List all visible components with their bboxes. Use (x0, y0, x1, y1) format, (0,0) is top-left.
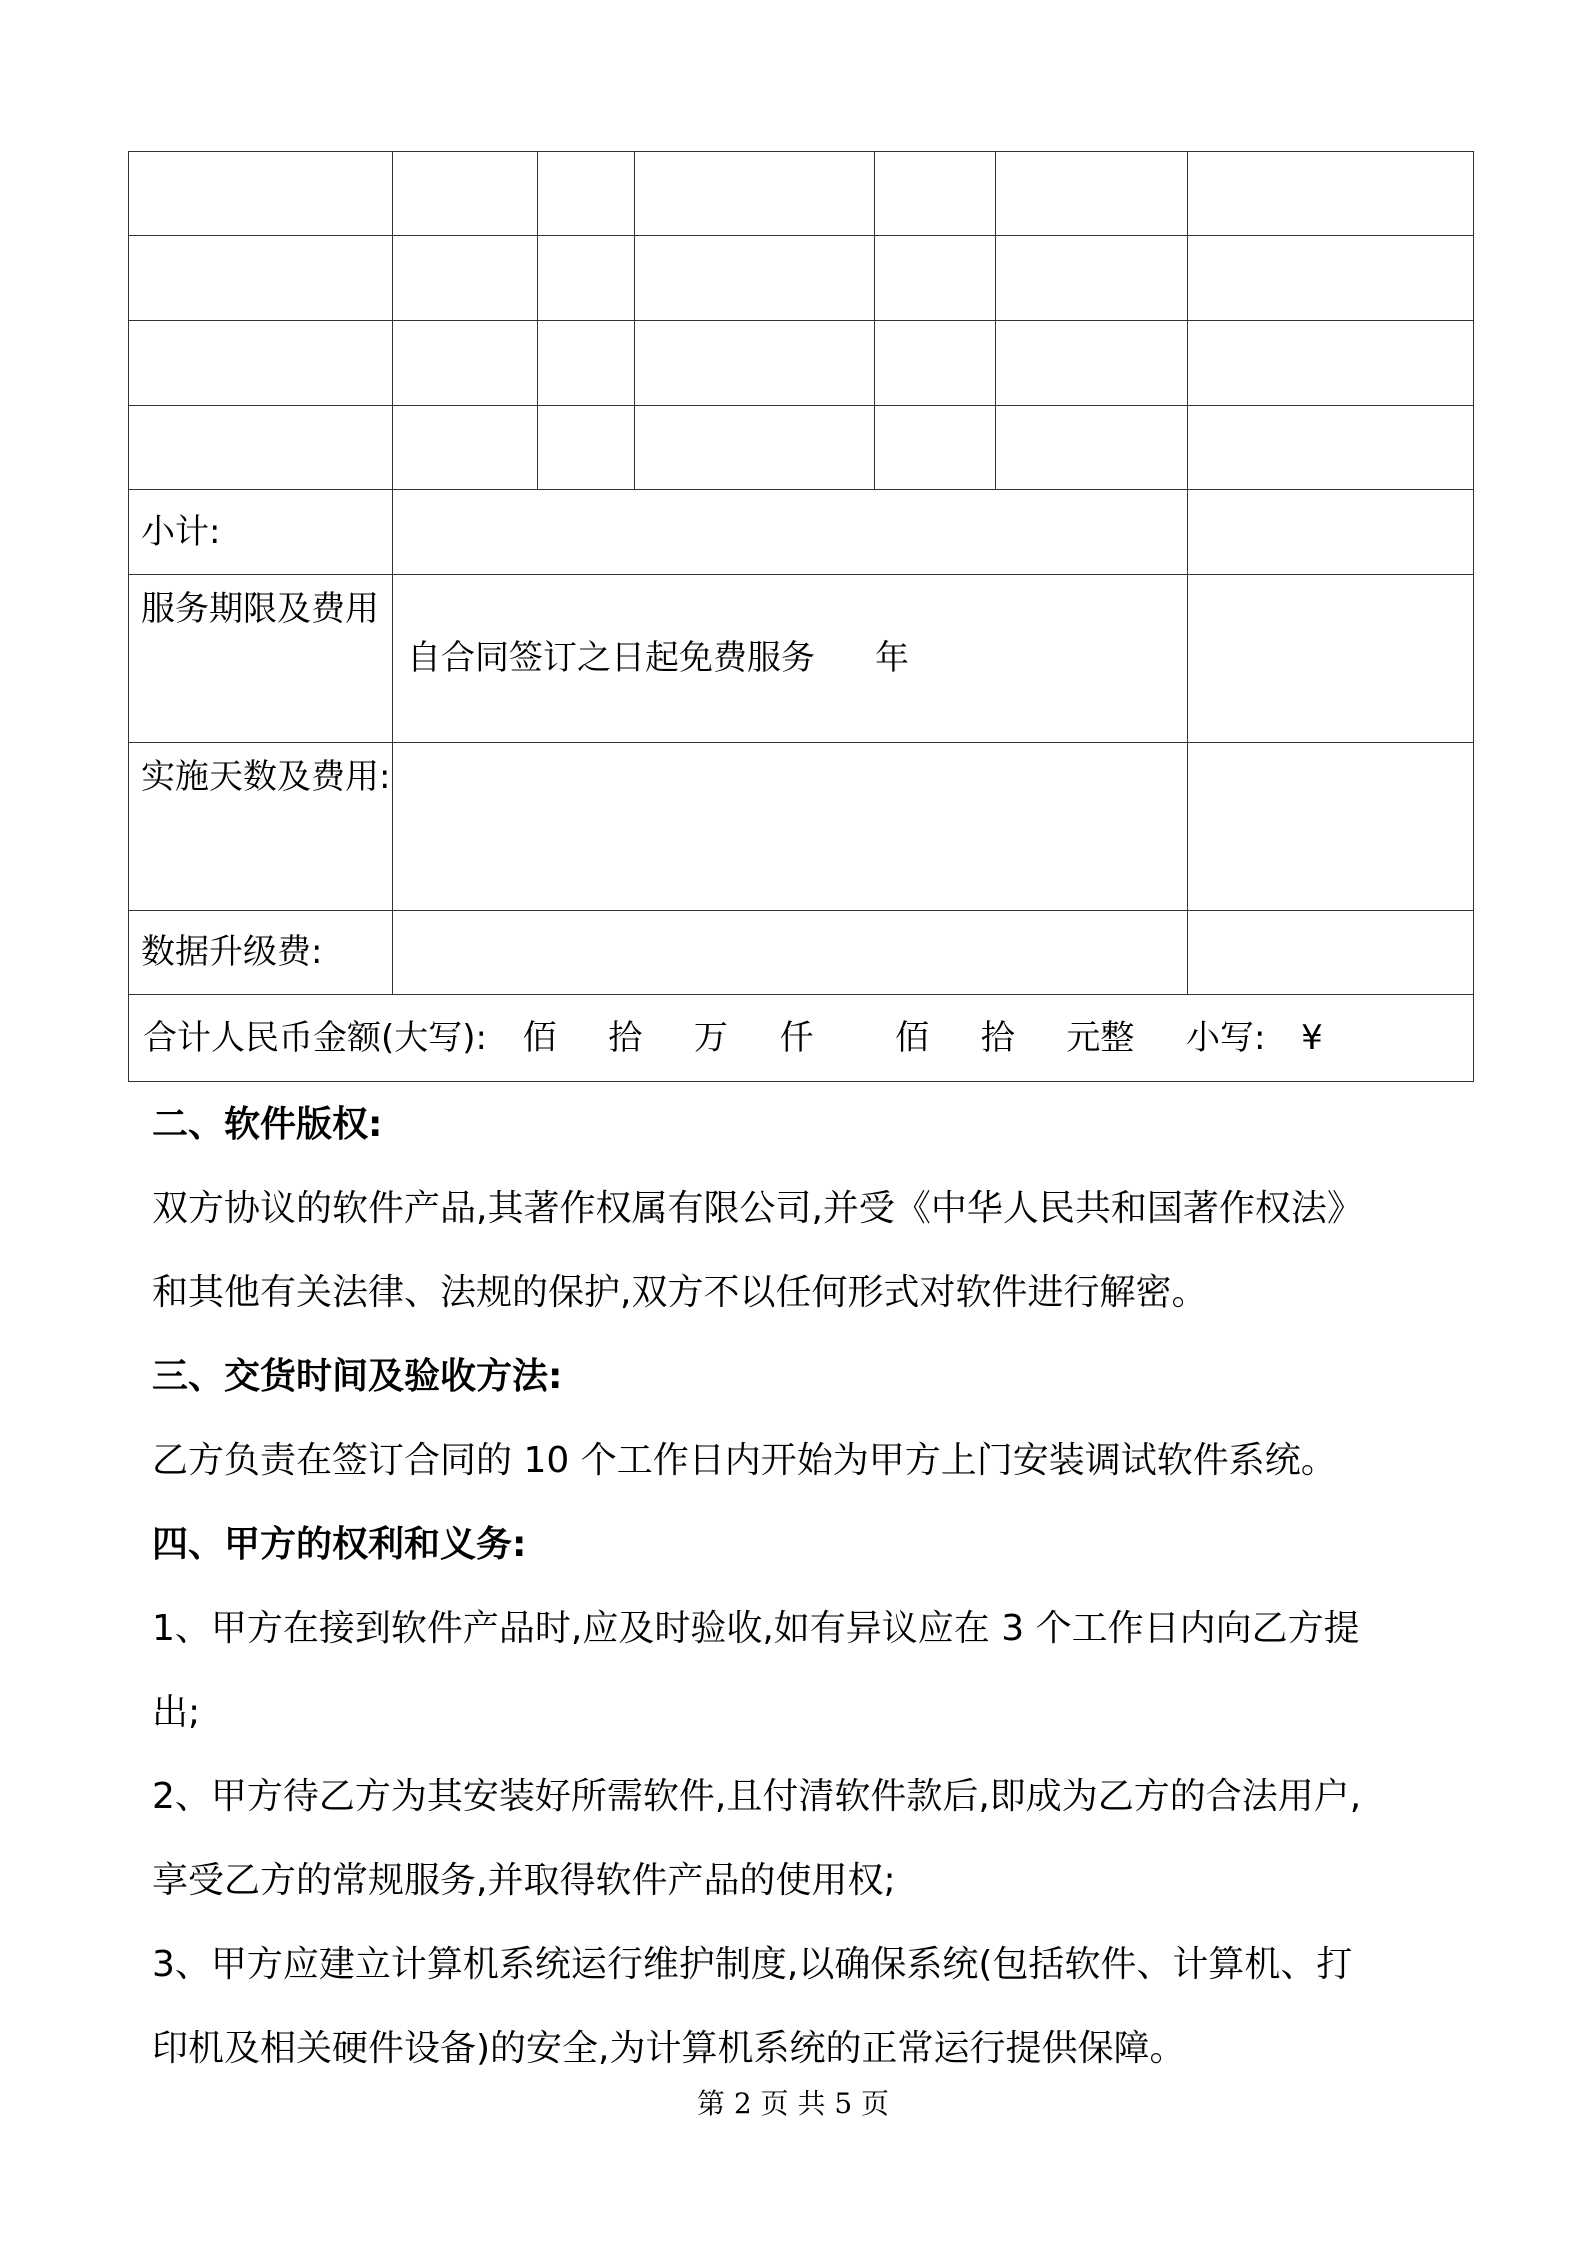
service-row (129, 575, 1474, 743)
implementation-row (129, 743, 1474, 911)
subtotal-value (393, 490, 1188, 575)
implementation-label: 实施天数及费用: (129, 743, 393, 911)
section-4-item-2-line-2: 享受乙方的常规服务,并取得软件产品的使用权; (152, 1860, 896, 1901)
table-row (129, 406, 1474, 490)
fee-table (128, 151, 1474, 1082)
table-cell (875, 406, 996, 490)
table-cell (538, 321, 635, 406)
total-label: 合计人民币金额(大写): (143, 1017, 487, 1058)
unit-bai-2: 佰 (895, 1017, 930, 1058)
section-4-item-1-line-1: 1、甲方在接到软件产品时,应及时验收,如有异议应在 3 个工作日内向乙方提 (152, 1608, 1360, 1649)
section-3-heading: 三、交货时间及验收方法: (152, 1356, 563, 1397)
table-cell (129, 406, 393, 490)
service-amount (1188, 575, 1474, 743)
section-2-line-2: 和其他有关法律、法规的保护,双方不以任何形式对软件进行解密。 (152, 1272, 1208, 1313)
table-cell (393, 406, 538, 490)
section-4-item-1-line-2: 出; (152, 1692, 201, 1733)
table-cell (1188, 236, 1474, 321)
section-2-heading: 二、软件版权: (152, 1104, 383, 1145)
upgrade-value (393, 911, 1188, 995)
table-cell (393, 321, 538, 406)
table-cell (875, 321, 996, 406)
subtotal-label: 小计: (129, 490, 393, 575)
total-cell (129, 995, 1474, 1082)
section-4-heading: 四、甲方的权利和义务: (152, 1524, 527, 1565)
subtotal-amount (1188, 490, 1474, 575)
table-row (129, 321, 1474, 406)
table-row (129, 152, 1474, 236)
table-cell (996, 236, 1188, 321)
section-3-line-1: 乙方负责在签订合同的 10 个工作日内开始为甲方上门安装调试软件系统。 (152, 1440, 1337, 1481)
unit-qian: 仟 (779, 1017, 814, 1058)
currency-symbol: ¥ (1301, 1017, 1323, 1058)
table-cell (875, 236, 996, 321)
table-cell (875, 152, 996, 236)
service-text: 自合同签订之日起免费服务 (407, 638, 815, 679)
upgrade-amount (1188, 911, 1474, 995)
table-cell (538, 406, 635, 490)
table-cell (393, 152, 538, 236)
table-cell (996, 152, 1188, 236)
service-year-unit: 年 (875, 638, 909, 679)
page-number-footer: 第 2 页 共 5 页 (696, 2087, 890, 2120)
implementation-value (393, 743, 1188, 911)
table-cell (129, 236, 393, 321)
service-text-cell (393, 575, 1188, 743)
table-cell (1188, 321, 1474, 406)
unit-shi-1: 拾 (608, 1017, 643, 1058)
unit-shi-2: 拾 (980, 1017, 1015, 1058)
section-2-line-1: 双方协议的软件产品,其著作权属有限公司,并受《中华人民共和国著作权法》 (152, 1188, 1363, 1229)
upgrade-label: 数据升级费: (129, 911, 393, 995)
unit-bai-1: 佰 (522, 1017, 557, 1058)
table-cell (635, 321, 875, 406)
table-row (129, 236, 1474, 321)
table-cell (996, 321, 1188, 406)
table-cell (1188, 406, 1474, 490)
implementation-amount (1188, 743, 1474, 911)
lowercase-label: 小写: (1185, 1017, 1266, 1058)
table-cell (635, 152, 875, 236)
table-cell (538, 152, 635, 236)
table-cell (393, 236, 538, 321)
table-cell (129, 152, 393, 236)
section-4-item-3-line-1: 3、甲方应建立计算机系统运行维护制度,以确保系统(包括软件、计算机、打 (152, 1944, 1353, 1985)
table-cell (635, 236, 875, 321)
unit-yuan-zheng: 元整 (1066, 1017, 1135, 1058)
table-cell (129, 321, 393, 406)
table-cell (538, 236, 635, 321)
table-cell (996, 406, 1188, 490)
unit-wan: 万 (693, 1017, 728, 1058)
service-label: 服务期限及费用 (129, 575, 393, 743)
total-row (129, 995, 1474, 1082)
table-cell (635, 406, 875, 490)
section-4-item-3-line-2: 印机及相关硬件设备)的安全,为计算机系统的正常运行提供保障。 (152, 2028, 1186, 2069)
subtotal-row (129, 490, 1474, 575)
upgrade-row (129, 911, 1474, 995)
table-cell (1188, 152, 1474, 236)
section-4-item-2-line-1: 2、甲方待乙方为其安装好所需软件,且付清软件款后,即成为乙方的合法用户, (152, 1776, 1362, 1817)
